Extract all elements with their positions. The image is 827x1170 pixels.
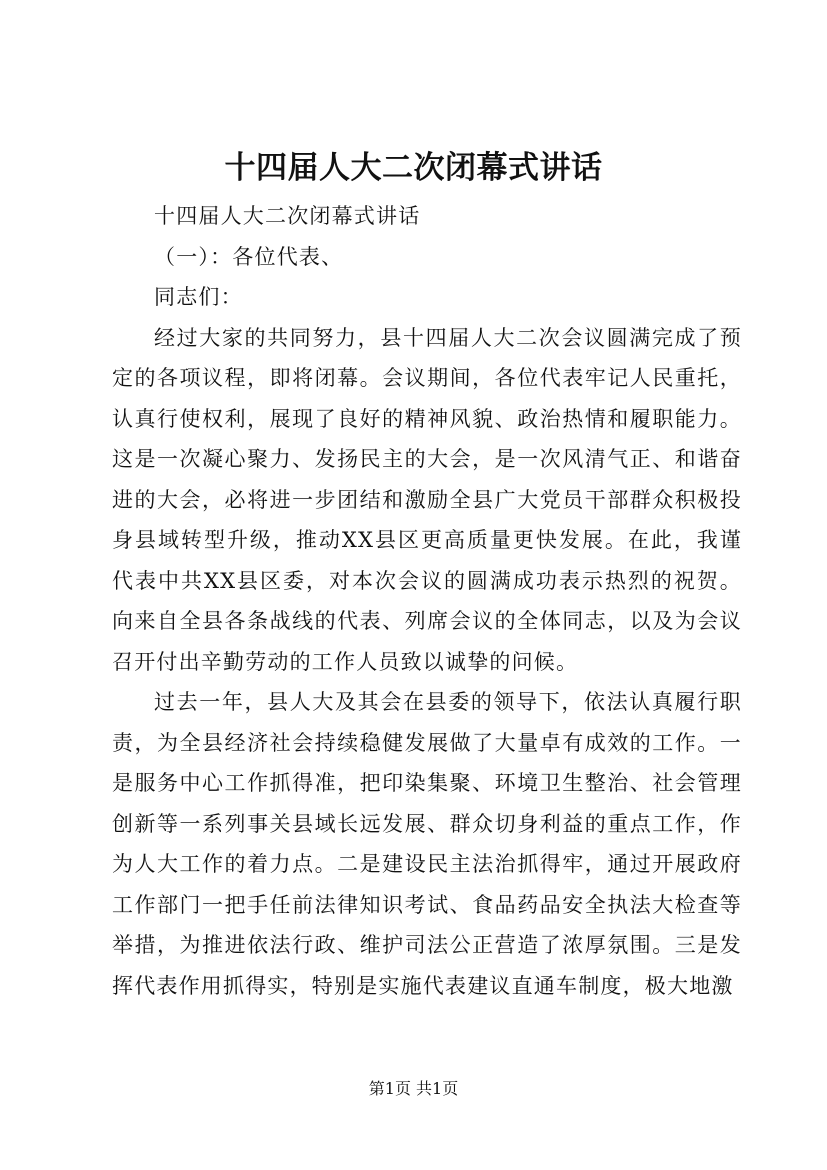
paragraph-subtitle: 十四届人大二次闭幕式讲话 [154, 204, 421, 228]
paragraph-salutation-2: 同志们： [154, 285, 243, 309]
document-title: 十四届人大二次闭幕式讲话 [224, 150, 603, 186]
paragraph-body-1: 经过大家的共同努力，县十四届人大二次会议圆满完成了预定的各项议程，即将闭幕。会议期间，各位代表牢记人民重托，认真行使权利，展现了良好的精神风貌、政治热情和履职能力。这是一次凝心聚力、发扬民主的大会，是一次风清气正、和谐奋进的大会，必将进一步团结和激励全县广大党员干部群众积极投身县域转型升级，推动XX县区更高质量更快发展。在此，我谨代表中共XX县区委，对本次会议的圆满成功表示热烈的祝贺。向来自全县各条战线的代表、列席会议的全体同志，以及为会议召开付出辛勤劳动的工作人员致以诚挚的问候。 [112, 325, 742, 674]
page-footer: 第1页 共1页 [368, 1079, 459, 1098]
paragraph-salutation-1: （一）：各位代表、 [154, 244, 344, 269]
paragraph-body-2: 过去一年，县人大及其会在县委的领导下，依法认真履行职责，为全县经济社会持续稳健发展做了大量卓有成效的工作。一是服务中心工作抓得准，把印染集聚、环境卫生整治、社会管理创新等一系列事关县域长远发展、群众切身利益的重点工作，作为人大工作的着力点。二是建设民主法治抓得牢，通过开展政府工作部门一把手任前法律知识考试、食品药品安全执法大检查等举措，为推进依法行政、维护司法公正营造了浓厚氛围。三是发挥代表作用抓得实，特别是实施代表建议直通车制度，极大地激 [112, 690, 742, 998]
document-body [112, 196, 742, 1006]
